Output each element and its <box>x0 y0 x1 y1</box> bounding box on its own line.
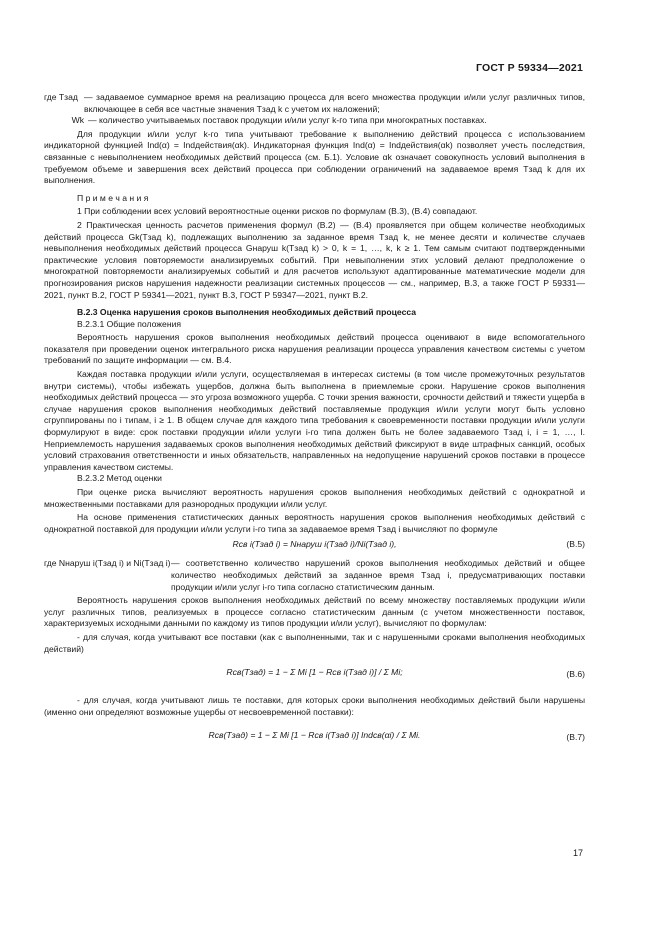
paragraph: Вероятность нарушения сроков выполнения необходимых действий по всему множеству поставляемых продукции и/или услуг различных типов, реализуемых в процессе согласно статистическим данным (с учетом множественности поставок, характеризуемых исходными данными по каждому из типов продукции и/или услуг), вычисляют по формулам: <box>44 595 585 629</box>
definition-text: — количество учитываемых поставок продукции и/или услуг k-го типа при многократных поставках. <box>88 115 487 126</box>
paragraph: - для случая, когда учитывают лишь те поставки, для которых сроки выполнения необходимых действий были нарушены (именно они определяют возможные ущербы от несвоевременной поставки): <box>44 695 585 717</box>
note-1: 1 При соблюдении всех условий вероятностные оценки рисков по формулам (В.3), (В.4) совпадают. <box>77 206 478 217</box>
note-2: 2 Практическая ценность расчетов применения формул (В.2) — (В.4) проявляется при общем количестве необходимых действий процесса Gk(Tзад k), подлежащих выполнению за заданное время Tзад k, не менее десяти и количестве случаев невыполнения необходимых действий процесса Gнаруш k(Tзад k) > 0, k = 1, …, k, k ≥ 1. Тем самым считают подтвержденными практические условия повторяемости анализируемых событий. При невыполнении этих условий делают предположение о многократной повторяемости анализируемых событий и для расчетов используют адаптированные математические модели для прогнозирования рисков нарушения надежности реализации системных процессов — см., например, В.3, а также ГОСТ Р 59331—2021, пункт В.2, ГОСТ Р 59341—2021, пункт В.3, ГОСТ Р 59347—2021, пункт В.2. <box>44 219 585 300</box>
formula-b6 <box>44 659 585 691</box>
definition-row <box>44 92 585 115</box>
paragraph: - для случая, когда учитывают все поставки (как с выполненными, так и с нарушенными сроками выполнения необходимых действий) <box>44 631 585 654</box>
page-number: 17 <box>572 848 583 858</box>
where-text: — соответственно количество нарушений сроков выполнения необходимых действий и общее количество необходимых действий за заданное время Tзад i, предусматривающих поставки продукции и/или услуг i-го типа согласно статистическим данным. <box>171 558 585 592</box>
paragraph: Вероятность нарушения сроков выполнения необходимых действий процесса оценивают в виде вспомогательного показателя при проведении оценок интегрального риска нарушения реализации процесса управления качеством системы с учетом требований по защите информации — см. В.4. <box>44 332 585 366</box>
formula-expression: Rсв i(Tзад i) = Nнаруш i(Tзад i)/Ni(Tзад i), <box>232 539 397 550</box>
definition-term: где Tзад <box>44 92 78 102</box>
definition-text: — задаваемое суммарное время на реализацию процесса для всего множества продукции и/или услуг различных типов, включающее в себя все частные значения Tзад k с учетом их наложений; <box>84 92 585 114</box>
formula-expression: Rсв(Tзад) = 1 − Σ Mi [1 − Rсв i(Tзад i)] Indсв(αi) / Σ Mi. <box>208 730 421 741</box>
formula-expression: Rсв(Tзад) = 1 − Σ Mi [1 − Rсв i(Tзад i)] / Σ Mi; <box>226 667 403 678</box>
document-body <box>44 92 585 758</box>
formula-number: (В.7) <box>566 732 585 743</box>
paragraph: При оценке риска вычисляют вероятность нарушения сроков выполнения необходимых действий с однократной и множественными поставками для разнородных продукции и/или услуг. <box>44 487 585 509</box>
where-term: где Nнаруш i(Tзад i) и Ni(Tзад i) <box>44 558 171 569</box>
definition-row <box>44 115 585 127</box>
definition-term: Wk <box>71 115 84 126</box>
notes-title: П р и м е ч а н и я <box>77 192 149 203</box>
subsection-title: В.2.3.2 Метод оценки <box>77 473 162 484</box>
paragraph: Каждая поставка продукции и/или услуги, осуществляемая в интересах системы (в том числе промежуточных результатов внутри системы), чтобы избежать ущербов, должна быть выполнена в приемлемые сроки. Нарушение сроков выполнения необходимых действий процесса — это угроза возможного ущерба. С точки зрения важности, срочности действий и тяжести ущерба в случае нарушения сроков выполнения необходимых действий поставляемые продукция и/или услуги могут быть условно сгруппированы по i типам, i ≥ 1. В общем случае для каждого типа требования к своевременности поставки продукции и/или услуги формулируют в виде: срок поставки продукции и/или услуги i-го типа должен быть не более задаваемого Tзад i, i = 1, …, I. Неприемлемость нарушения задаваемых сроков выполнения необходимых действий фиксируют в виде штрафных санкций, особых условий страхования ответственности и иных обязательств, направленных на недопущение нарушений сроков поставки в процессе управления качеством системы. <box>44 369 585 472</box>
paragraph: Для продукции и/или услуг k-го типа учитывают требование к выполнению действий процесса с использованием индикаторной функцией Ind(α) = Indдействия(αk). Индикаторная функция Ind(α) = Indдействия(αk) позволяет учесть последствия, связанные с невыполнением необходимых действий процесса (см. Б.1). Условие αk означает совокупность условий выполнения в требуемом объеме и завершения всех действий процесса при соблюдении ограничений на задаваемое время Tзад k для их выполнения. <box>44 128 585 186</box>
formula-number: (В.5) <box>566 539 585 550</box>
where-row <box>44 558 585 593</box>
formula-b7 <box>44 722 585 754</box>
formula-b5 <box>44 539 585 554</box>
paragraph: На основе применения статистических данных вероятность нарушения сроков выполнения необходимых действий с однократной поставкой для продукции и/или услуги i-го типа за задаваемое время Tзад i вычисляют по формуле <box>44 512 585 534</box>
document-header-id: ГОСТ Р 59334—2021 <box>475 62 583 74</box>
section-title: В.2.3 Оценка нарушения сроков выполнения необходимых действий процесса <box>77 307 417 318</box>
formula-number: (В.6) <box>566 669 585 680</box>
subsection-title: В.2.3.1 Общие положения <box>77 318 182 329</box>
